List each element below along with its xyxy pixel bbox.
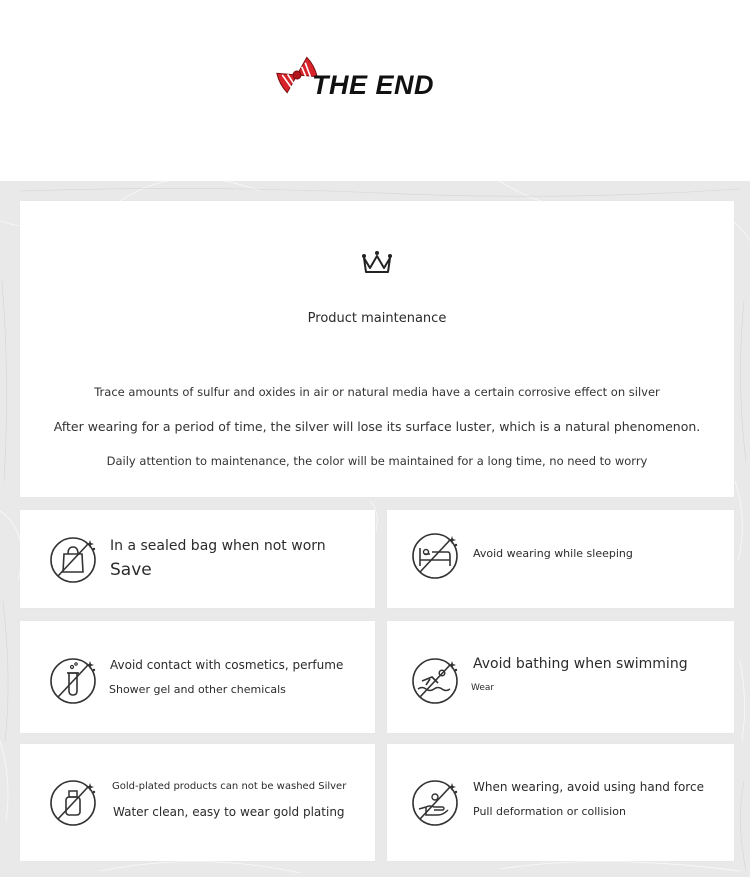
page-title: THE END [312,70,435,100]
tip-card-sleeping [387,510,734,608]
cosmetics-icon [48,655,98,705]
maintenance-card [20,201,734,497]
bag-icon [48,534,98,584]
tip-text-1: Avoid contact with cosmetics, perfume [110,658,344,672]
tip-text-1: When wearing, avoid using hand force [473,780,704,794]
maintenance-line-2: After wearing for a period of time, the silver will lose its surface luster, which is a natural phenomenon. [53,419,701,434]
tip-card-hand-force [387,744,734,861]
tip-card-cosmetics [20,621,375,733]
maintenance-line-1: Trace amounts of sulfur and oxides in air or natural media have a certain corrosive effect on silver [94,385,660,399]
hand-icon [410,777,460,827]
tip-text-2: Pull deformation or collision [473,805,626,818]
tip-card-gold-plated [20,744,375,861]
tip-text-1: Avoid bathing when swimming [473,656,688,672]
bottle-icon [48,777,98,827]
swimming-icon [410,655,460,705]
tip-text-2: Shower gel and other chemicals [109,683,286,696]
maintenance-title: Product maintenance [307,311,447,326]
bed-icon [410,530,460,580]
header [0,0,750,181]
tip-card-sealed-bag [20,510,375,608]
maintenance-line-3: Daily attention to maintenance, the color will be maintained for a long time, no need to worry [106,454,648,468]
tip-text-1: Avoid wearing while sleeping [473,547,633,560]
tip-text-2: Save [110,560,152,580]
tip-text-1: In a sealed bag when not worn [110,538,326,554]
crown-icon [360,248,394,276]
tip-text-2: Water clean, easy to wear gold plating [113,805,345,819]
marble-background [0,181,750,877]
tip-text-1: Gold-plated products can not be washed Silver [112,781,347,792]
tip-card-swimming [387,621,734,733]
tip-text-2: Wear [471,683,495,693]
